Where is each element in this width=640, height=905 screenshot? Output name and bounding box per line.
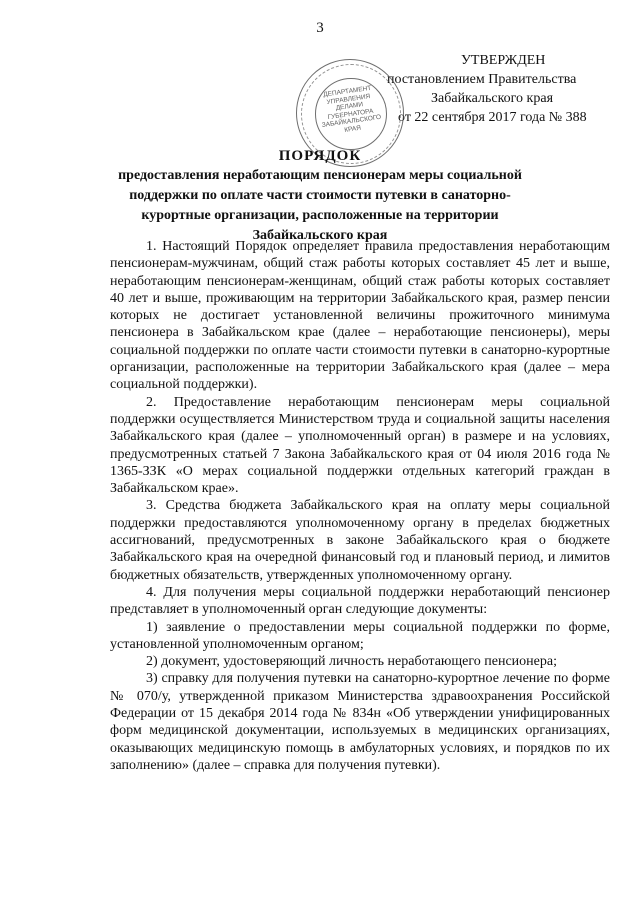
document-body	[110, 238, 610, 774]
document-heading: ПОРЯДОК	[278, 148, 362, 164]
paragraph-4: 4. Для получения меры социальной поддержки неработающий пенсионер представляет в уполномоченный орган следующие документы:	[110, 584, 610, 618]
page-number: 3	[316, 20, 324, 36]
paragraph-1: 1. Настоящий Порядок определяет правила предоставления неработающим пенсионерам-мужчинам, общий стаж работы которых составляет 45 лет и выше, неработающим пенсионерам-женщинам, общий стаж работы которых составляет 40 лет и выше, проживающим на территории Забайкальского края, размер пенсии которых не достигает установленной величины прожиточного минимума пенсионера в Забайкальском крае (далее – неработающие пенсионеры), меры социальной поддержки по оплате части стоимости путевки в санаторно-курортные организации, расположенные на территории Забайкальского края (далее – мера социальной поддержки).	[110, 239, 610, 393]
paragraph-3: 3. Средства бюджета Забайкальского края на оплату меры социальной поддержки предоставляются уполномоченному органу в пределах бюджетных ассигнований, предусмотренных в законе Забайкальского края о бюджете Забайкальского края на очередной финансовый год и плановый период, и лимитов бюджетных обязательств, утвержденных уполномоченному органу.	[110, 498, 610, 583]
paragraph-2: 2. Предоставление неработающим пенсионерам меры социальной поддержки осуществляется Министерством труда и социальной защиты населения Забайкальского края (далее – уполномоченный орган) в размере и на условиях, предусмотренных статьей 7 Закона Забайкальского края от 04 июля 2016 года № 1365-ЗЗК «О мерах социальной поддержки отдельных категорий граждан в Забайкальском крае».	[110, 394, 610, 497]
approval-block	[388, 51, 628, 127]
list-item-2: 2) документ, удостоверяющий личность неработающего пенсионера;	[146, 654, 557, 670]
stamp-text: ДЕПАРТАМЕНТ УПРАВЛЕНИЯ ДЕЛАМИ ГУБЕРНАТОРА ЗАБАЙКАЛЬСКОГО КРАЯ	[321, 84, 382, 134]
approval-line-1: постановлением Правительства	[387, 72, 577, 87]
approval-line-2: Забайкальского края	[431, 91, 554, 106]
list-item-1: 1) заявление о предоставлении меры социальной поддержки по форме, установленной уполномоченным органом;	[110, 619, 610, 652]
approval-line-3: от 22 сентября 2017 года № 388	[398, 110, 587, 125]
list-item-3: 3) справку для получения путевки на санаторно-курортное лечение по форме № 070/у, утвержденной приказом Министерства здравоохранения Российской Федерации от 15 декабря 2014 года № 834н «Об утверждении унифицированных форм медицинской документации, используемых в медицинских организациях, оказывающих медицинскую помощь в амбулаторных условиях, и порядков по их заполнению» (далее – справка для получения путевки).	[110, 671, 610, 773]
approval-title: УТВЕРЖДЕН	[461, 53, 546, 68]
document-subheading: предоставления неработающим пенсионерам меры социальной поддержки по оплате части стоимости путевки в санаторно-курортные организации, расположенные на территории Забайкальского края	[118, 168, 522, 243]
